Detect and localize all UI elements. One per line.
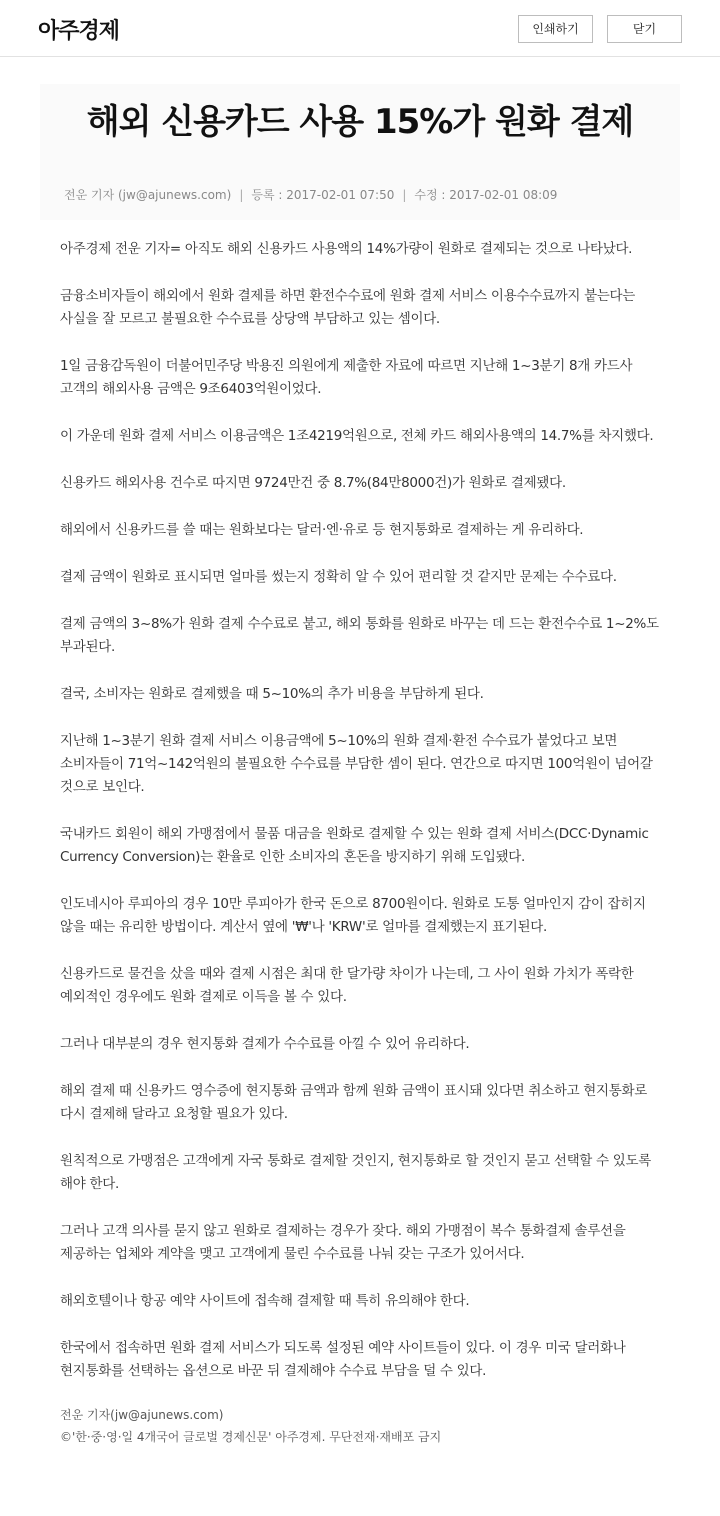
article-meta xyxy=(64,186,557,203)
article-paragraph: 결제 금액의 3~8%가 원화 결제 수수료로 붙고, 해외 통화를 원화로 바꾸는 데 드는 환전수수료 1~2%도 부과된다. xyxy=(60,616,659,655)
article-paragraph: 해외 결제 때 신용카드 영수증에 현지통화 금액과 함께 원화 금액이 표시돼 있다면 취소하고 현지통화로 다시 결제해 달라고 요청할 필요가 있다. xyxy=(60,1083,648,1122)
article-footer xyxy=(60,1404,660,1448)
article-paragraph: 금융소비자들이 해외에서 원화 결제를 하면 환전수수료에 원화 결제 서비스 이용수수료까지 붙는다는 사실을 잘 모르고 불필요한 수수료를 상당액 부담하고 있는 셈이다. xyxy=(60,288,636,327)
article-paragraph: 이 가운데 원화 결제 서비스 이용금액은 1조4219억원으로, 전체 카드 해외사용액의 14.7%를 차지했다. xyxy=(60,428,654,444)
article-paragraph: 1일 금융감독원이 더불어민주당 박용진 의원에게 제출한 자료에 따르면 지난해 1~3분기 8개 카드사 고객의 해외사용 금액은 9조6403억원이었다. xyxy=(60,358,633,397)
author-info: 전운 기자 (jw@ajunews.com) xyxy=(64,188,232,202)
site-logo[interactable]: 아주경제 xyxy=(38,19,120,44)
print-button[interactable]: 인쇄하기 xyxy=(518,15,593,43)
article-title: 해외 신용카드 사용 15%가 원화 결제 xyxy=(86,102,634,142)
article-paragraph: 신용카드로 물건을 샀을 때와 결제 시점은 최대 한 달가량 차이가 나는데, 그 사이 원화 가치가 폭락한 예외적인 경우에도 원화 결제로 이득을 볼 수 있다. xyxy=(60,966,634,1005)
article-paragraph: 인도네시아 루피아의 경우 10만 루피아가 한국 돈으로 8700원이다. 원화로 도통 얼마인지 감이 잡히지 않을 때는 유리한 방법이다. 계산서 옆에 '₩'나 'KRW'로 얼마를 결제했는지 표기된다. xyxy=(60,896,646,935)
article-paragraph: 아주경제 전운 기자= 아직도 해외 신용카드 사용액의 14%가량이 원화로 결제되는 것으로 나타났다. xyxy=(60,241,633,257)
footer-byline: 전운 기자(jw@ajunews.com) xyxy=(60,1408,224,1422)
article-paragraph: 해외에서 신용카드를 쓸 때는 원화보다는 달러·엔·유로 등 현지통화로 결제하는 게 유리하다. xyxy=(60,522,584,538)
article-paragraph: 그러나 대부분의 경우 현지통화 결제가 수수료를 아낄 수 있어 유리하다. xyxy=(60,1036,470,1052)
copyright-notice: ©'한·중·영·일 4개국어 글로벌 경제신문' 아주경제. 무단전재·재배포 금지 xyxy=(60,1430,442,1444)
article-paragraph: 신용카드 해외사용 건수로 따지면 9724만건 중 8.7%(84만8000건)가 원화로 결제됐다. xyxy=(60,475,566,491)
registered-date: 등록 : 2017-02-01 07:50 xyxy=(251,188,395,202)
top-header xyxy=(0,0,720,57)
modified-date: 수정 : 2017-02-01 08:09 xyxy=(414,188,558,202)
article-body xyxy=(60,238,660,1407)
article-paragraph: 지난해 1~3분기 원화 결제 서비스 이용금액에 5~10%의 원화 결제·환전 수수료가 붙었다고 보면 소비자들이 71억~142억원의 불필요한 수수료를 부담한 셈이 된다. 연간으로 따지면 100억원이 넘어갈 것으로 보인다. xyxy=(60,733,653,795)
article-header xyxy=(40,84,680,220)
article-paragraph: 한국에서 접속하면 원화 결제 서비스가 되도록 설정된 예약 사이트들이 있다. 이 경우 미국 달러화나 현지통화를 선택하는 옵션으로 바꾼 뒤 결제해야 수수료 부담을 덜 수 있다. xyxy=(60,1340,626,1379)
article-paragraph: 결제 금액이 원화로 표시되면 얼마를 썼는지 정확히 알 수 있어 편리할 것 같지만 문제는 수수료다. xyxy=(60,569,617,585)
close-button[interactable]: 닫기 xyxy=(607,15,682,43)
article-paragraph: 원칙적으로 가맹점은 고객에게 자국 통화로 결제할 것인지, 현지통화로 할 것인지 묻고 선택할 수 있도록 해야 한다. xyxy=(60,1153,651,1192)
article-paragraph: 결국, 소비자는 원화로 결제했을 때 5~10%의 추가 비용을 부담하게 된다. xyxy=(60,686,484,702)
meta-divider: | xyxy=(402,188,407,202)
article-paragraph: 해외호텔이나 항공 예약 사이트에 접속해 결제할 때 특히 유의해야 한다. xyxy=(60,1293,470,1309)
meta-divider: | xyxy=(239,188,244,202)
article-paragraph: 국내카드 회원이 해외 가맹점에서 물품 대금을 원화로 결제할 수 있는 원화 결제 서비스(DCC·Dynamic Currency Conversion)는 환율로 인한 소비자의 혼돈을 방지하기 위해 도입됐다. xyxy=(60,826,649,865)
article-paragraph: 그러나 고객 의사를 묻지 않고 원화로 결제하는 경우가 잦다. 해외 가맹점이 복수 통화결제 솔루션을 제공하는 업체와 계약을 맺고 고객에게 물린 수수료를 나눠 갖는 구조가 있어서다. xyxy=(60,1223,626,1262)
